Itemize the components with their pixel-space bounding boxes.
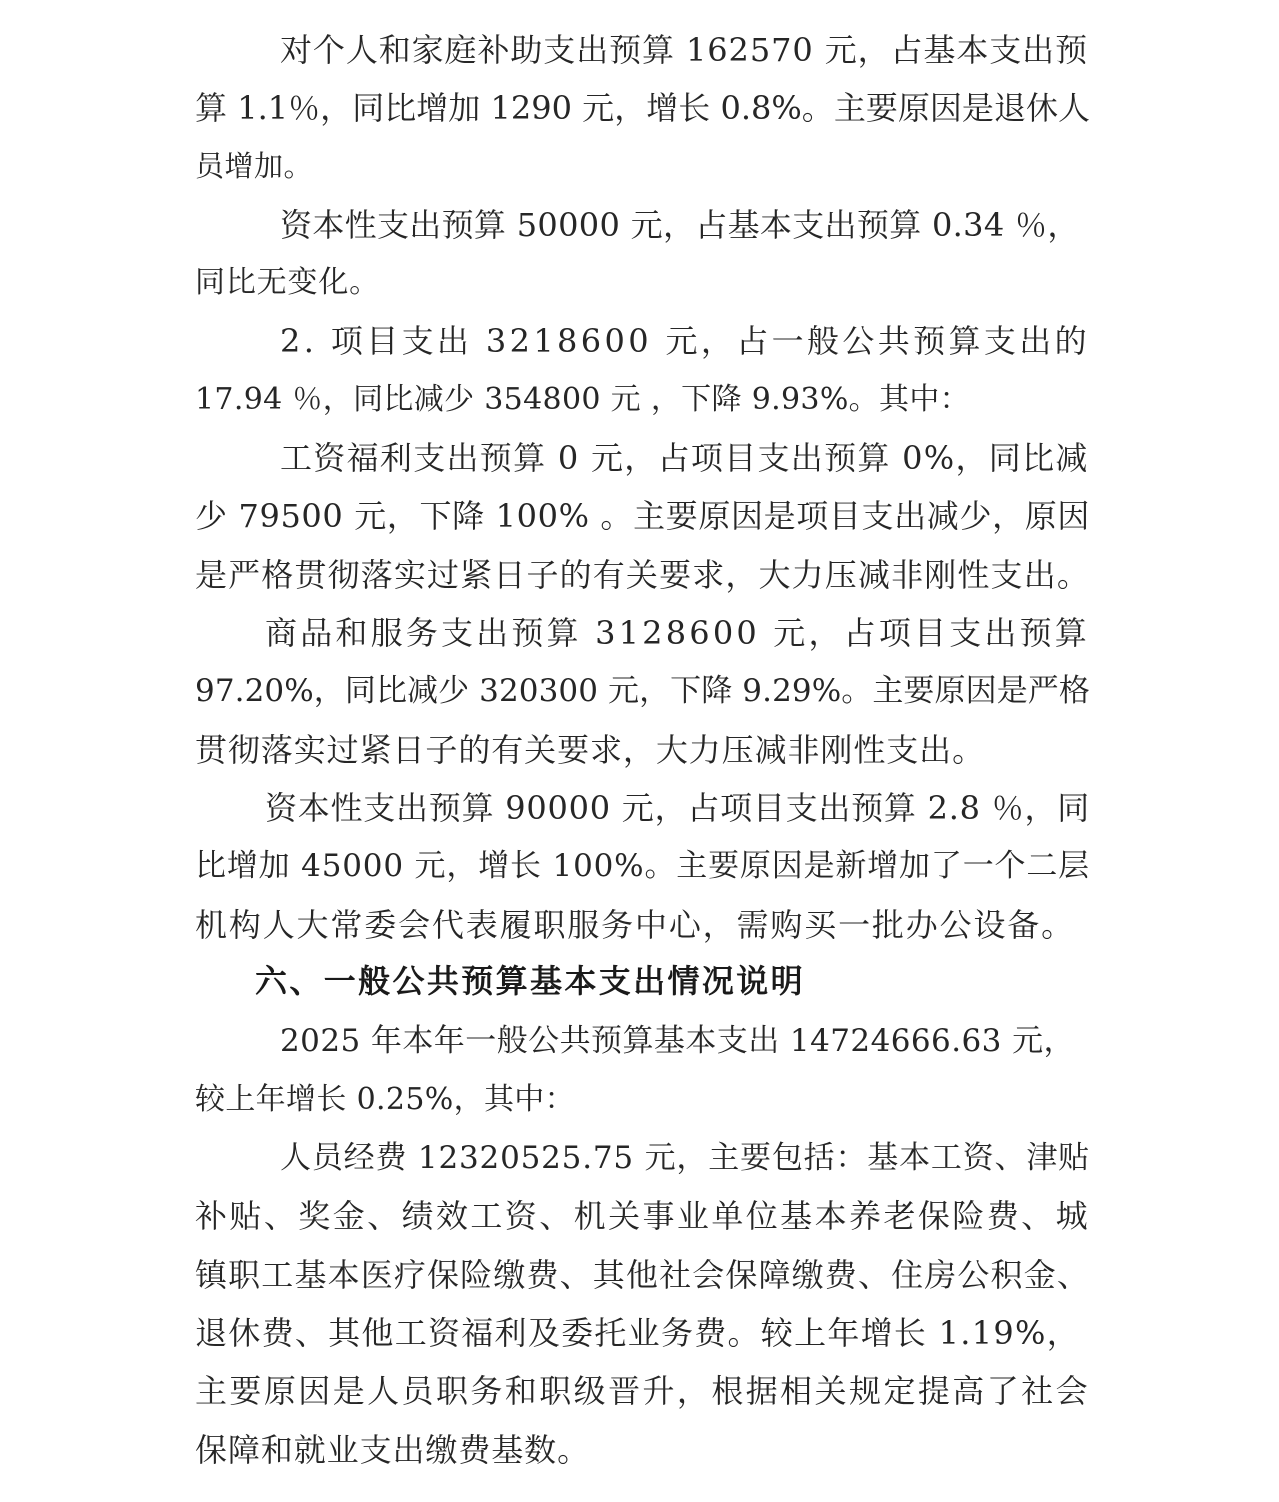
text-line: 镇职工基本医疗保险缴费、其他社会保障缴费、住房公积金、 [195,1256,1090,1294]
text-line: 2. 项目支出 3218600 元，占一般公共预算支出的 [280,322,1090,360]
text-line: 较上年增长 0.25%，其中： [195,1082,575,1117]
text-line: 少 79500 元，下降 100% 。主要原因是项目支出减少，原因 [195,497,1090,535]
text-line: 机构人大常委会代表履职服务中心，需购买一批办公设备。 [195,906,1075,944]
text-line: 主要原因是人员职务和职级晋升，根据相关规定提高了社会 [195,1372,1090,1410]
text-line: 员增加。 [195,149,313,183]
section-heading: 六、一般公共预算基本支出情况说明 [255,962,805,1000]
text-line: 对个人和家庭补助支出预算 162570 元，占基本支出预 [280,31,1088,69]
text-line: 补贴、奖金、绩效工资、机关事业单位基本养老保险费、城 [195,1197,1090,1235]
text-line: 比增加 45000 元，增长 100%。主要原因是新增加了一个二层 [195,848,1090,884]
text-line: 2025 年本年一般公共预算基本支出 14724666.63 元， [280,1023,1075,1059]
text-line: 贯彻落实过紧日子的有关要求，大力压减非刚性支出。 [195,731,985,769]
text-line: 保障和就业支出缴费基数。 [195,1431,590,1469]
text-line: 17.94 ％，同比减少 354800 元 ，下降 9.93%。其中： [195,382,970,417]
text-line: 同比无变化。 [195,265,380,300]
text-line: 退休费、其他工资福利及委托业务费。较上年增长 1.19%， [195,1314,1080,1352]
text-line: 工资福利支出预算 0 元，占项目支出预算 0%，同比减 [280,439,1089,477]
text-line: 算 1.1％，同比增加 1290 元，增长 0.8%。主要原因是退休人 [195,89,1090,127]
text-line: 资本性支出预算 50000 元，占基本支出预算 0.34 ％， [280,206,1080,244]
text-line: 97.20%，同比减少 320300 元，下降 9.29%。主要原因是严格 [195,673,1090,709]
text-line: 人员经费 12320525.75 元，主要包括：基本工资、津贴 [280,1140,1090,1176]
text-line: 资本性支出预算 90000 元，占项目支出预算 2.8 ％，同 [265,789,1090,827]
text-line: 是严格贯彻落实过紧日子的有关要求，大力压减非刚性支出。 [195,556,1090,594]
text-line: 商品和服务支出预算 3128600 元，占项目支出预算 [265,614,1090,652]
